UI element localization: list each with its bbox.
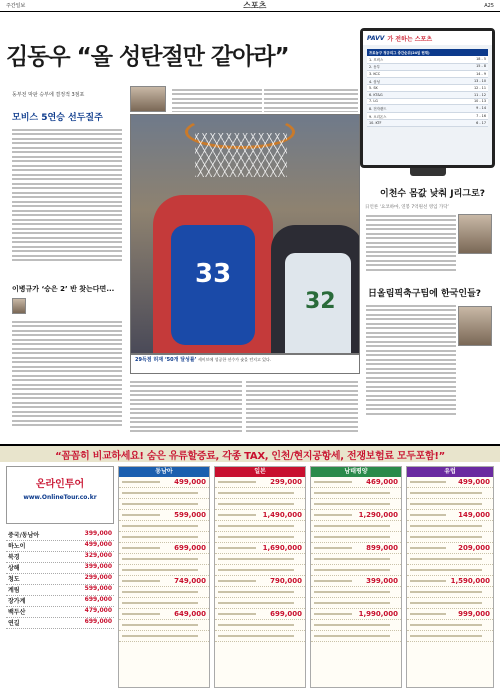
- ad-fine-print: [407, 631, 493, 642]
- ad-left-item[interactable]: [6, 530, 114, 541]
- right-story-text-2: [366, 302, 456, 438]
- ad-column-title: 일본: [215, 467, 305, 477]
- ad-offer-row[interactable]: [407, 543, 493, 554]
- standings-table: [367, 49, 488, 127]
- ad-price: 149,000: [458, 511, 490, 519]
- ad-offer-row[interactable]: [119, 510, 209, 521]
- ad-fine-print: [311, 499, 401, 510]
- team-record: 13 - 10: [473, 78, 486, 83]
- masthead: [0, 0, 500, 12]
- team-name: 8. 전자랜드: [369, 106, 387, 111]
- ad-fine-print: [215, 488, 305, 499]
- ad-price: 699,000: [270, 610, 302, 618]
- tv-title: 가 전하는 스포츠: [387, 35, 433, 43]
- ad-offer-row[interactable]: [215, 510, 305, 521]
- ad-price: 399,000: [84, 563, 112, 570]
- ad-offer-row[interactable]: [311, 510, 401, 521]
- ad-fine-print: [407, 565, 493, 576]
- deck-headline: 모비스 5연승 선두질주: [12, 113, 103, 123]
- ad-fine-print: [407, 532, 493, 543]
- ad-fine-print: [119, 488, 209, 499]
- ad-fine-print: [311, 565, 401, 576]
- ad-offer-row[interactable]: [407, 510, 493, 521]
- ad-left-item[interactable]: [6, 585, 114, 596]
- ad-region: 상해: [8, 565, 20, 572]
- ad-price: 1,990,000: [358, 610, 398, 618]
- ad-fine-print: [311, 631, 401, 642]
- player-red-blue: 33: [153, 195, 273, 354]
- ad-column-1: [214, 466, 306, 688]
- ad-price: 699,000: [84, 596, 112, 603]
- ad-url: www.OnlineTour.co.kr: [23, 494, 97, 501]
- ad-fine-print: [407, 587, 493, 598]
- ad-fine-print: [119, 499, 209, 510]
- team-record: 10 - 13: [473, 99, 486, 104]
- ad-left-item[interactable]: [6, 541, 114, 552]
- ad-price: 999,000: [458, 610, 490, 618]
- story-text-left: [12, 126, 122, 276]
- team-record: 7 - 16: [476, 113, 486, 118]
- ad-price: 599,000: [84, 585, 112, 592]
- standings-header: 프로농구 정규리그 중간순위(24일 현재): [367, 49, 488, 56]
- ad-fine-print: [311, 521, 401, 532]
- sub-deck: 동부전 막판 승부에 결정적 3점포: [12, 92, 85, 98]
- photo-caption-text: 세이브에 성공한 선수가 슛을 던지고 있다.: [197, 357, 272, 362]
- ad-price: 790,000: [270, 577, 302, 585]
- ad-fine-print: [407, 488, 493, 499]
- columnist-photo: [12, 298, 26, 314]
- standings-row: [367, 78, 488, 86]
- ad-region: 하노이: [8, 543, 26, 550]
- ad-fine-print: [215, 598, 305, 609]
- ad-offer-row[interactable]: [407, 477, 493, 488]
- right-headline-1: 이천수 몸값 낮춰 J리그로?: [380, 189, 485, 199]
- ad-offer-row[interactable]: [311, 543, 401, 554]
- standings-row: [367, 85, 488, 92]
- ad-offer-row[interactable]: [311, 477, 401, 488]
- team-name: 4. 삼성: [369, 79, 380, 84]
- ad-price: 469,000: [366, 478, 398, 486]
- team-name: 5. SK: [369, 86, 378, 91]
- ad-fine-print: [407, 598, 493, 609]
- ad-fine-print: [119, 620, 209, 631]
- ad-price: 749,000: [174, 577, 206, 585]
- ad-fine-print: [407, 499, 493, 510]
- ad-fine-print: [119, 554, 209, 565]
- tv-brand: PAVV: [367, 34, 385, 42]
- ad-price: 1,490,000: [262, 511, 302, 519]
- ad-brand: 온라인투어: [35, 479, 85, 490]
- standings-row: [367, 99, 488, 106]
- ad-offer-row[interactable]: [215, 543, 305, 554]
- standings-row: [367, 105, 488, 113]
- tv-stand: [410, 168, 446, 176]
- ad-offer-row[interactable]: [311, 576, 401, 587]
- side-story-text-3: [246, 378, 358, 438]
- masthead-left: 주간일보: [6, 3, 26, 9]
- ad-price: 1,290,000: [358, 511, 398, 519]
- photo-caption: [130, 354, 360, 374]
- team-name: 3. KCC: [369, 71, 381, 76]
- standings-row: [367, 120, 488, 127]
- ad-fine-print: [215, 620, 305, 631]
- ad-price: 209,000: [458, 544, 490, 552]
- ad-offer-row[interactable]: [407, 609, 493, 620]
- ad-region: 북경: [8, 554, 20, 561]
- team-record: 11 - 12: [473, 92, 486, 97]
- ad-fine-print: [119, 631, 209, 642]
- ad-price: 499,000: [458, 478, 490, 486]
- ad-fine-print: [119, 587, 209, 598]
- ad-price: 299,000: [270, 478, 302, 486]
- standings-row: [367, 64, 488, 72]
- ad-fine-print: [215, 532, 305, 543]
- player-portrait-right-2: [458, 306, 492, 346]
- ad-fine-print: [407, 521, 493, 532]
- standings-row: [367, 113, 488, 121]
- team-name: 7. LG: [369, 99, 378, 104]
- ad-fine-print: [215, 554, 305, 565]
- ad-price: 699,000: [174, 544, 206, 552]
- ad-fine-print: [119, 532, 209, 543]
- ad-price: 399,000: [84, 530, 112, 537]
- ad-fine-print: [119, 565, 209, 576]
- team-record: 12 - 11: [473, 86, 486, 91]
- team-name: 1. 모비스: [369, 57, 384, 62]
- tv-title-bar: [363, 31, 492, 45]
- side-story-text-2: [130, 378, 242, 438]
- ad-fine-print: [119, 521, 209, 532]
- team-record: 6 - 17: [476, 121, 486, 126]
- ad-region: 백두산: [8, 609, 26, 616]
- ad-price: 299,000: [84, 574, 112, 581]
- player-white: 32: [271, 225, 360, 354]
- ad-banner: “꼼꼼히 비교하세요! 숨은 유류할증료, 각종 TAX, 인천/현지공항세, 전쟁보험료 모두포함!”: [0, 446, 500, 462]
- ad-offer-row[interactable]: [311, 609, 401, 620]
- ad-region: 연길: [8, 620, 20, 627]
- ad-left-item[interactable]: [6, 607, 114, 618]
- story-text-mid: [172, 86, 262, 112]
- ad-left-item[interactable]: [6, 596, 114, 607]
- standings-row: [367, 56, 488, 64]
- ad-column-title: 동남아: [119, 467, 209, 477]
- right-deck-1: 日언론 ‘요코하마, 연봉 7억원선 영입 가닥’: [365, 205, 450, 210]
- ad-fine-print: [311, 532, 401, 543]
- ad-fine-print: [119, 598, 209, 609]
- team-name: 10. KTF: [369, 121, 382, 126]
- standings-row: [367, 92, 488, 99]
- ad-offer-row[interactable]: [119, 543, 209, 554]
- tv-standings-box: [360, 28, 495, 168]
- standings-row: [367, 71, 488, 78]
- ad-region: 중국/동남아: [8, 532, 40, 539]
- ad-column-2: [310, 466, 402, 688]
- basketball-net: [195, 133, 287, 177]
- ad-offer-row[interactable]: [407, 576, 493, 587]
- photo-caption-title: 29득점 허재 ‘50개 달성률’: [135, 357, 197, 363]
- ad-price: 329,000: [84, 552, 112, 559]
- team-name: 2. 동부: [369, 65, 380, 70]
- ad-price: 649,000: [174, 610, 206, 618]
- story-text-mid2: [264, 86, 358, 112]
- ad-left-list: [6, 530, 114, 629]
- ad-price: 479,000: [84, 607, 112, 614]
- ad-price: 899,000: [366, 544, 398, 552]
- ad-offer-row[interactable]: [215, 576, 305, 587]
- side-story-title: 이병규가 ‘승은 2’ 반 찾는다면...: [12, 285, 115, 293]
- ad-offer-row[interactable]: [215, 609, 305, 620]
- ad-price: 599,000: [174, 511, 206, 519]
- ad-offer-row[interactable]: [119, 609, 209, 620]
- ad-column-0: [118, 466, 210, 688]
- ad-offer-row[interactable]: [215, 477, 305, 488]
- ad-fine-print: [311, 554, 401, 565]
- ad-price: 699,000: [84, 618, 112, 625]
- basketball-photo: [130, 114, 360, 354]
- ad-left-item[interactable]: [6, 618, 114, 629]
- ad-fine-print: [407, 554, 493, 565]
- ad-logo: [6, 466, 114, 524]
- ad-fine-print: [407, 620, 493, 631]
- ad-price: 499,000: [84, 541, 112, 548]
- ad-left-item[interactable]: [6, 552, 114, 563]
- ad-fine-print: [215, 587, 305, 598]
- travel-advertisement: [0, 444, 500, 691]
- ad-offer-row[interactable]: [119, 477, 209, 488]
- ad-column-title: 유럽: [407, 467, 493, 477]
- ad-fine-print: [215, 499, 305, 510]
- team-name: 6. KT&G: [369, 92, 383, 97]
- ad-region: 계림: [8, 587, 20, 594]
- ad-region: 장가계: [8, 598, 26, 605]
- team-record: 14 - 9: [476, 71, 486, 76]
- team-record: 15 - 8: [476, 64, 486, 69]
- ad-fine-print: [215, 631, 305, 642]
- team-name: 9. 오리온스: [369, 114, 387, 119]
- ad-price: 1,590,000: [450, 577, 490, 585]
- ad-column-title: 남태평양: [311, 467, 401, 477]
- ad-offer-row[interactable]: [119, 576, 209, 587]
- player-portrait: [130, 86, 166, 112]
- ad-left-item[interactable]: [6, 563, 114, 574]
- ad-fine-print: [311, 488, 401, 499]
- section-name: 스포츠: [243, 0, 267, 10]
- side-story-text: [12, 318, 122, 438]
- ad-left-item[interactable]: [6, 574, 114, 585]
- ad-fine-print: [311, 587, 401, 598]
- page-number: A25: [484, 2, 494, 9]
- ad-fine-print: [215, 521, 305, 532]
- player-portrait-right: [458, 214, 492, 254]
- team-record: 18 - 5: [476, 56, 486, 61]
- right-story-text-1: [366, 212, 456, 282]
- ad-fine-print: [311, 598, 401, 609]
- ad-price: 499,000: [174, 478, 206, 486]
- ad-region: 청도: [8, 576, 20, 583]
- main-headline: 김동우 “올 성탄절만 같아라”: [6, 44, 289, 70]
- team-record: 9 - 14: [476, 105, 486, 110]
- ad-price: 1,690,000: [262, 544, 302, 552]
- ad-fine-print: [215, 565, 305, 576]
- ad-column-3: [406, 466, 494, 688]
- right-headline-2: 日올림픽축구팀에 한국인들?: [368, 289, 481, 299]
- ad-price: 399,000: [366, 577, 398, 585]
- ad-fine-print: [311, 620, 401, 631]
